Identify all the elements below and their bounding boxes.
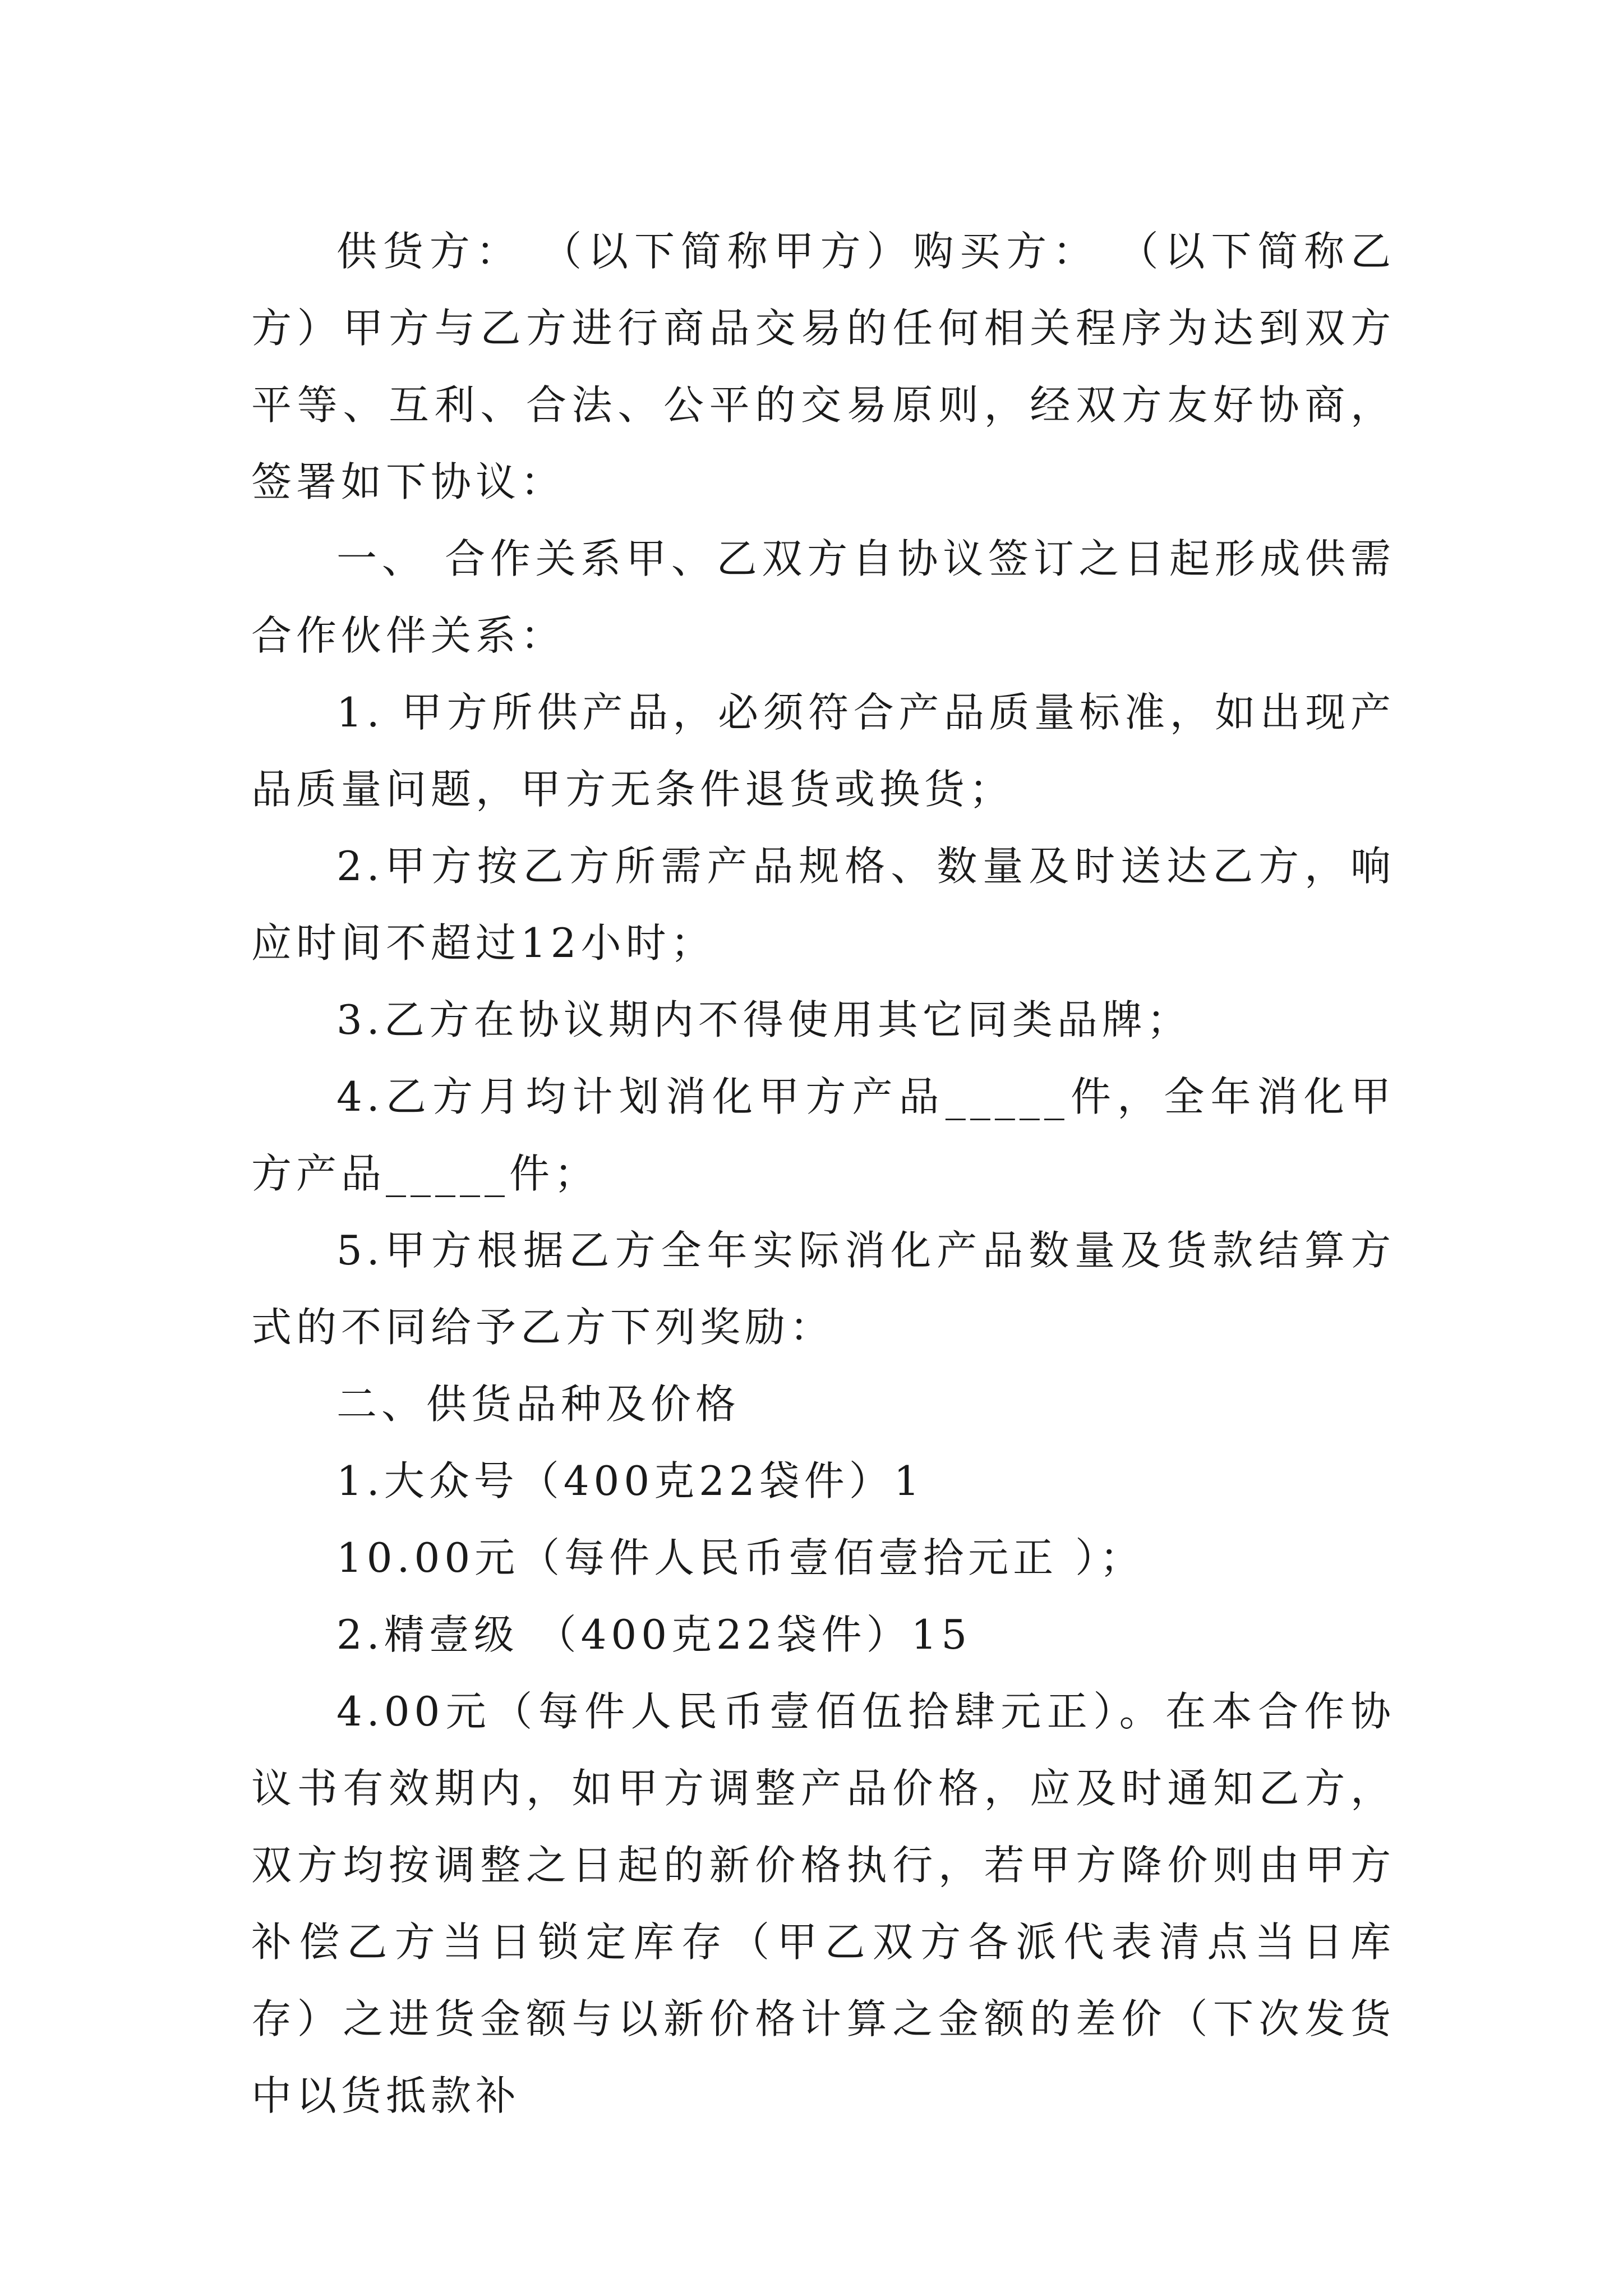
paragraph-item-1: 1. 甲方所供产品，必须符合产品质量标准，如出现产品质量问题，甲方无条件退货或换货； <box>251 689 1395 813</box>
paragraph-section-2-heading: 二、供货品种及价格 <box>336 1381 741 1428</box>
paragraph-item-3: 3.乙方在协议期内不得使用其它同类品牌； <box>336 996 1192 1043</box>
paragraph-product-1: 1.大众号（400克22袋件）1 <box>336 1457 924 1504</box>
paragraph-product-2-price-and-terms: 4.00元（每件人民币壹佰伍拾肆元正）。在本合作协议书有效期内，如甲方调整产品价格，应及时通知乙方，双方均按调整之日起的新价格执行，若甲方降价则由甲方补偿乙方当日锁定库存（甲乙双方各派代表清点当日库存）之进货金额与以新价格计算之金额的差价（下次发货中以货抵款补 <box>251 1688 1395 2119</box>
paragraph-item-2: 2.甲方按乙方所需产品规格、数量及时送达乙方，响应时间不超过12小时； <box>251 843 1395 967</box>
paragraph-section-1-heading: 一、 合作关系甲、乙双方自协议签订之日起形成供需合作伙伴关系： <box>251 535 1395 659</box>
paragraph-item-4: 4.乙方月均计划消化甲方产品_____件，全年消化甲方产品_____件； <box>251 1073 1395 1197</box>
paragraph-product-1-price: 10.00元（每件人民币壹佰壹拾元正 ）； <box>336 1534 1145 1581</box>
paragraph-item-5: 5.甲方根据乙方全年实际消化产品数量及货款结算方式的不同给予乙方下列奖励： <box>251 1227 1395 1351</box>
document-body <box>251 213 1395 2134</box>
paragraph-parties: 供货方： （以下简称甲方）购买方： （以下简称乙方）甲方与乙方进行商品交易的任何相关程序为达到双方平等、互利、合法、公平的交易原则，经双方友好协商，签署如下协议： <box>251 228 1395 505</box>
paragraph-product-2: 2.精壹级 （400克22袋件）15 <box>336 1611 972 1658</box>
